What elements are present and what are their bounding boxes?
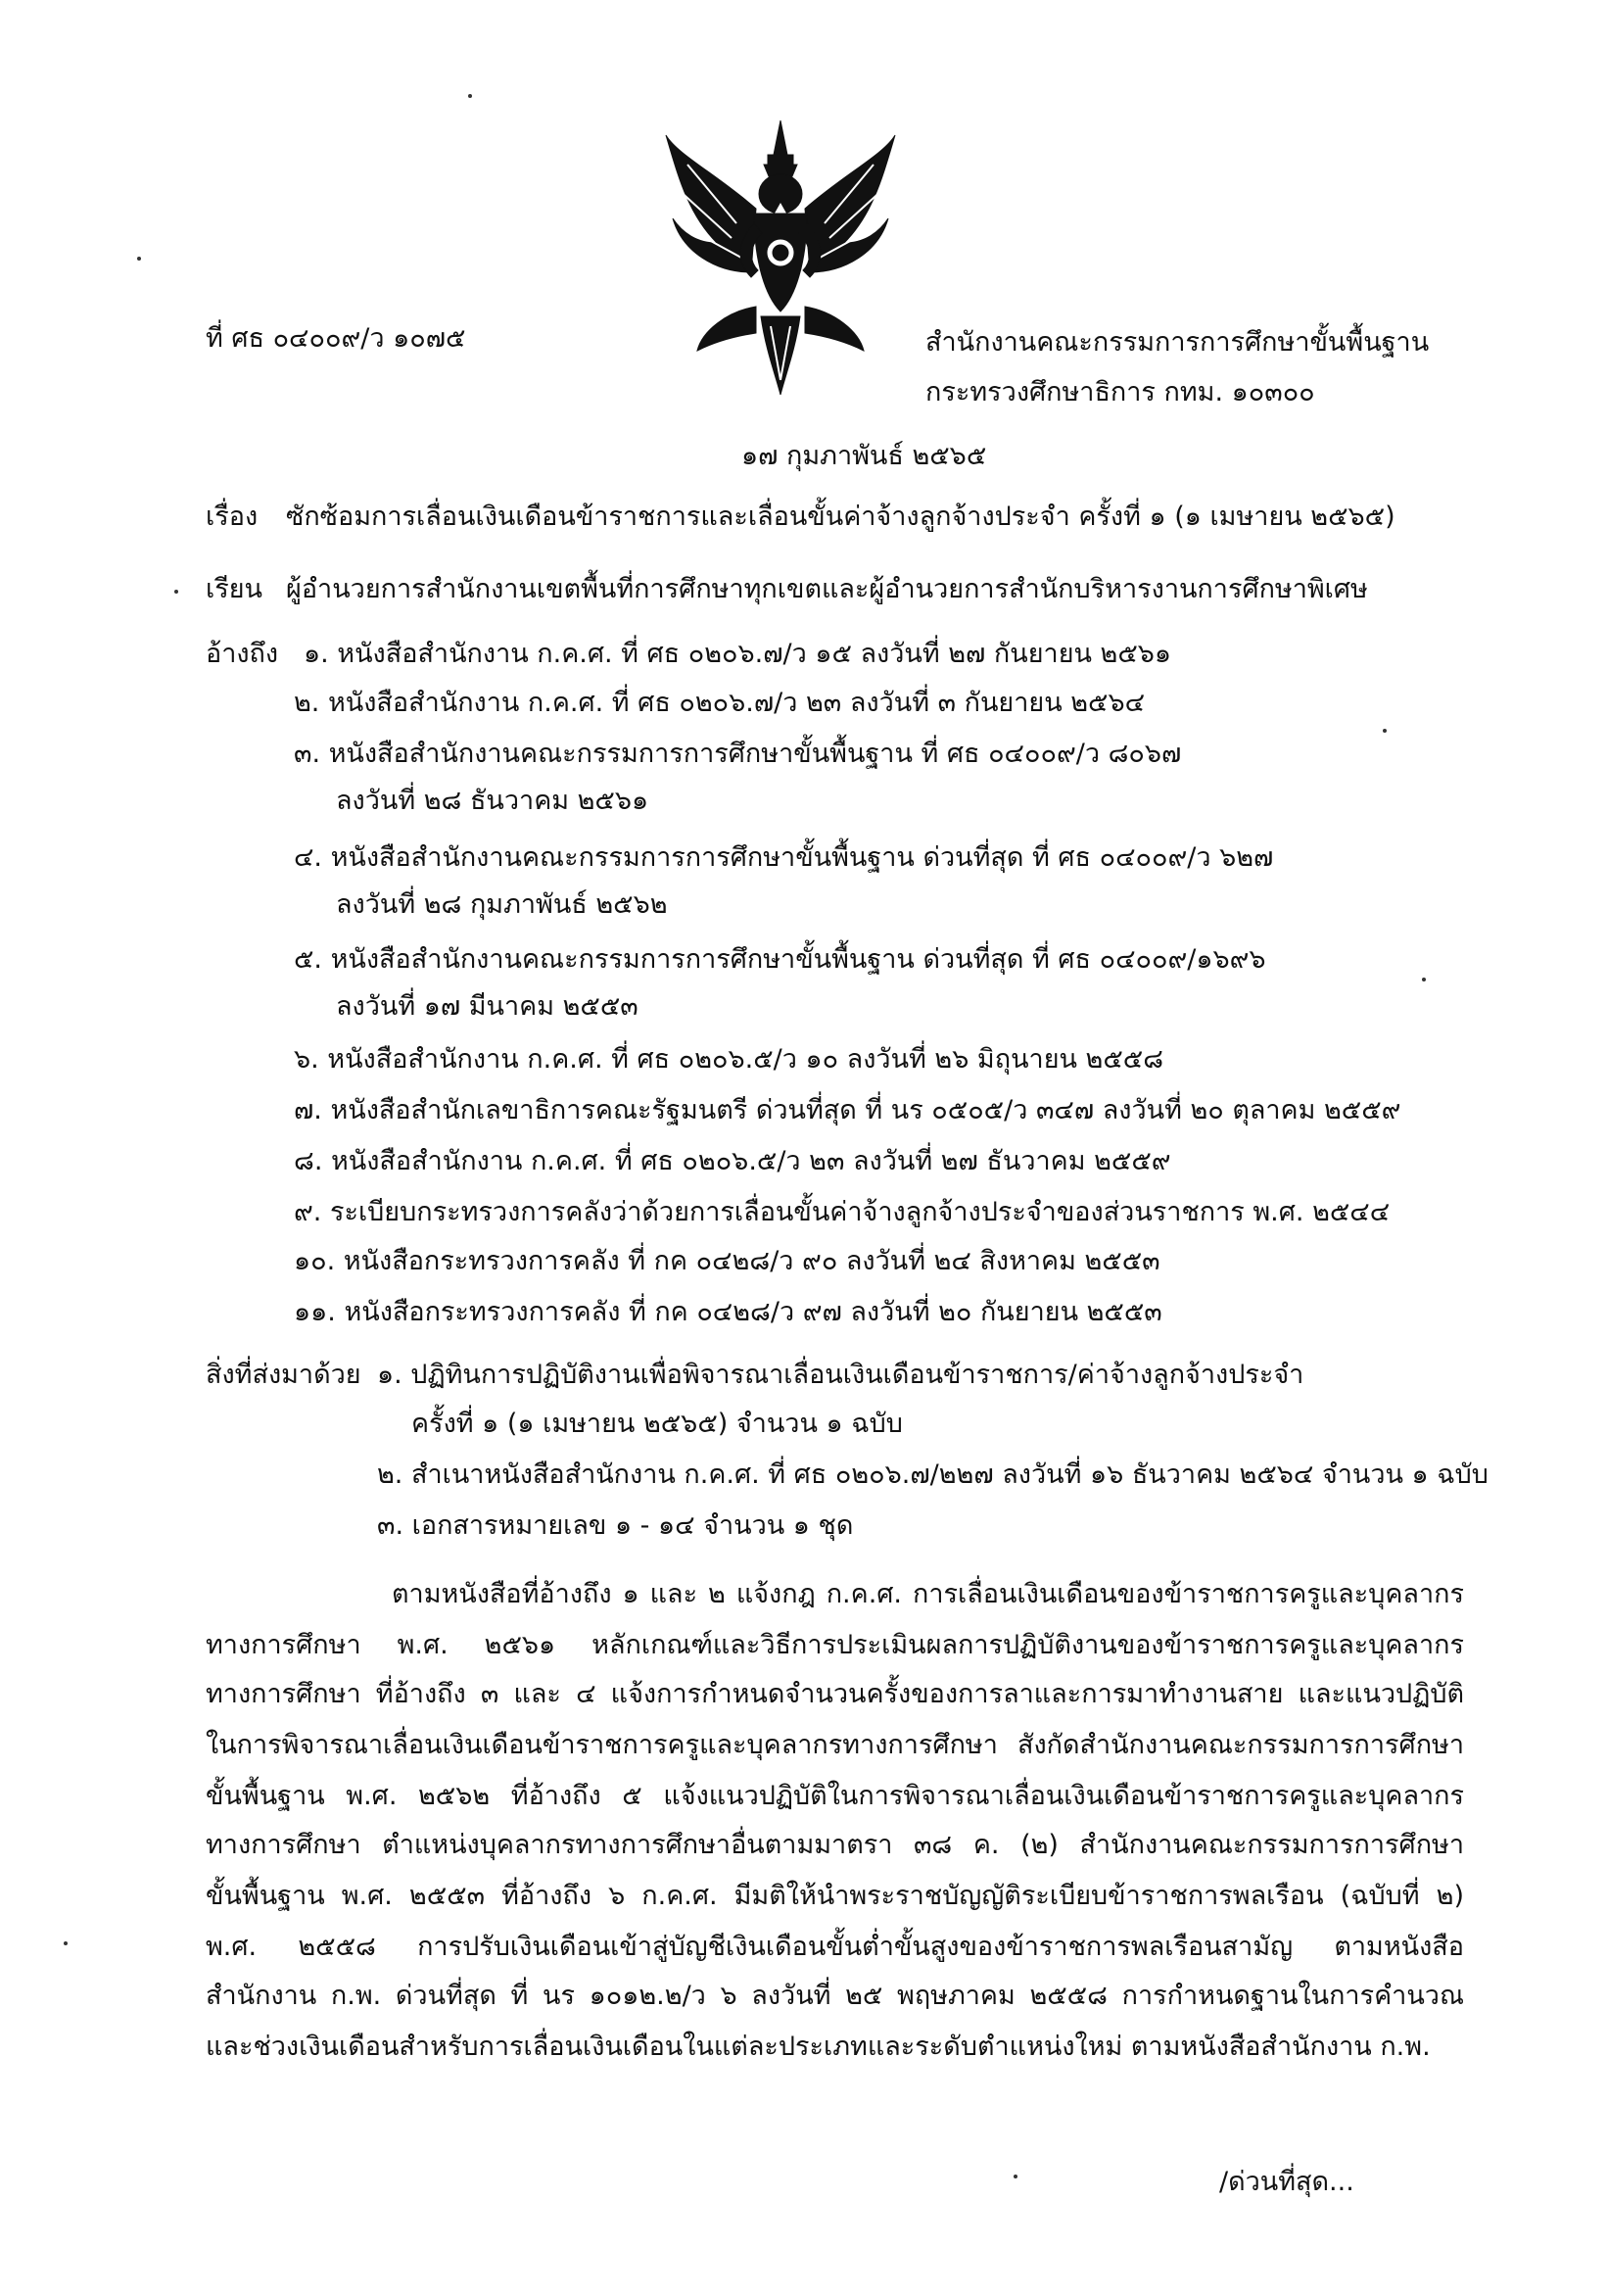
reference-item: ๖. หนังสือสำนักงาน ก.ค.ศ. ที่ ศธ ๐๒๐๖.๕/ว ๑๐ ลงวันที่ ๒๖ มิถุนายน ๒๕๕๘ — [294, 1044, 1164, 1075]
body-line: ในการพิจารณาเลื่อนเงินเดือนข้าราชการครูและบุคลากรทางการศึกษา สังกัดสำนักงานคณะกรรมการการศึกษา — [206, 1730, 1464, 1760]
continuation-marker: /ด่วนที่สุด... — [1219, 2167, 1354, 2197]
reference-item: ๓. หนังสือสำนักงานคณะกรรมการการศึกษาขั้นพื้นฐาน ที่ ศธ ๐๔๐๐๙/ว ๘๐๖๗ — [294, 739, 1182, 769]
scan-speck — [468, 94, 472, 98]
reference-item: ๔. หนังสือสำนักงานคณะกรรมการการศึกษาขั้นพื้นฐาน ด่วนที่สุด ที่ ศธ ๐๔๐๐๙/ว ๖๒๗ — [294, 842, 1274, 873]
subject-label: เรื่อง — [206, 502, 259, 532]
document-number: ที่ ศธ ๐๔๐๐๙/ว ๑๐๗๕ — [206, 323, 466, 354]
reference-item: ๑. หนังสือสำนักงาน ก.ค.ศ. ที่ ศธ ๐๒๐๖.๗/ว ๑๕ ลงวันที่ ๒๗ กันยายน ๒๕๖๑ — [304, 639, 1172, 669]
garuda-emblem-icon — [658, 116, 903, 400]
body-line: ขั้นพื้นฐาน พ.ศ. ๒๕๖๒ ที่อ้างถึง ๕ แจ้งแนวปฏิบัติในการพิจารณาเลื่อนเงินเดือนข้าราชการครูและบุคลากร — [206, 1781, 1464, 1811]
scan-speck — [64, 1941, 68, 1945]
agency-name: สำนักงานคณะกรรมการการศึกษาขั้นพื้นฐาน — [925, 327, 1430, 358]
scan-speck — [174, 590, 178, 594]
reference-item: ๕. หนังสือสำนักงานคณะกรรมการการศึกษาขั้นพื้นฐาน ด่วนที่สุด ที่ ศธ ๐๔๐๐๙/๑๖๙๖ — [294, 944, 1266, 975]
addressee-label: เรียน — [206, 574, 263, 604]
enclosure-item: ๒. สำเนาหนังสือสำนักงาน ก.ค.ศ. ที่ ศธ ๐๒๐๖.๗/๒๒๗ ลงวันที่ ๑๖ ธันวาคม ๒๕๖๔ จำนวน ๑ ฉบับ — [377, 1459, 1489, 1490]
body-line: ตามหนังสือที่อ้างถึง ๑ และ ๒ แจ้งกฎ ก.ค.ศ. การเลื่อนเงินเดือนของข้าราชการครูและบุคลากร — [392, 1579, 1464, 1609]
body-line: และช่วงเงินเดือนสำหรับการเลื่อนเงินเดือนในแต่ละประเภทและระดับตำแหน่งใหม่ ตามหนังสือสำนักงาน ก.พ. — [206, 2032, 1431, 2062]
reference-item: ๑๐. หนังสือกระทรวงการคลัง ที่ กค ๐๔๒๘/ว ๙๐ ลงวันที่ ๒๔ สิงหาคม ๒๕๕๓ — [294, 1246, 1160, 1276]
reference-item: ๑๑. หนังสือกระทรวงการคลัง ที่ กค ๐๔๒๘/ว ๙๗ ลงวันที่ ๒๐ กันยายน ๒๕๕๓ — [294, 1297, 1162, 1327]
enclosures-label: สิ่งที่ส่งมาด้วย — [206, 1360, 361, 1390]
scan-speck — [1422, 978, 1426, 981]
agency-address: กระทรวงศึกษาธิการ กทม. ๑๐๓๐๐ — [925, 377, 1315, 407]
enclosure-item: ๓. เอกสารหมายเลข ๑ - ๑๔ จำนวน ๑ ชุด — [377, 1510, 854, 1541]
reference-item-continued: ลงวันที่ ๒๘ ธันวาคม ๒๕๖๑ — [336, 786, 649, 816]
references-label: อ้างถึง — [206, 639, 279, 669]
reference-item: ๙. ระเบียบกระทรวงการคลังว่าด้วยการเลื่อนขั้นค่าจ้างลูกจ้างประจำของส่วนราชการ พ.ศ. ๒๕๔๔ — [294, 1197, 1391, 1227]
reference-item-continued: ลงวันที่ ๒๘ กุมภาพันธ์ ๒๕๖๒ — [336, 889, 668, 920]
scan-speck — [1014, 2175, 1017, 2178]
scan-speck — [1383, 729, 1387, 733]
body-line: สำนักงาน ก.พ. ด่วนที่สุด ที่ นร ๑๐๑๒.๒/ว ๖ ลงวันที่ ๒๕ พฤษภาคม ๒๕๕๘ การกำหนดฐานในการคำนวณ — [206, 1981, 1464, 2011]
body-line: ทางการศึกษา พ.ศ. ๒๕๖๑ หลักเกณฑ์และวิธีการประเมินผลการปฏิบัติงานของข้าราชการครูและบุคลากร — [206, 1630, 1464, 1660]
document-date: ๑๗ กุมภาพันธ์ ๒๕๖๕ — [741, 441, 987, 471]
body-line: ทางการศึกษา ที่อ้างถึง ๓ และ ๔ แจ้งการกำหนดจำนวนครั้งของการลาและการมาทำงานสาย และแนวปฏิบัติ — [206, 1679, 1464, 1709]
reference-item: ๒. หนังสือสำนักงาน ก.ค.ศ. ที่ ศธ ๐๒๐๖.๗/ว ๒๓ ลงวันที่ ๓ กันยายน ๒๕๖๔ — [294, 688, 1146, 718]
subject-text: ซักซ้อมการเลื่อนเงินเดือนข้าราชการและเลื่อนขั้นค่าจ้างลูกจ้างประจำ ครั้งที่ ๑ (๑ เมษายน ๒๕๖๕) — [286, 502, 1395, 532]
body-line: ทางการศึกษา ตำแหน่งบุคลากรทางการศึกษาอื่นตามมาตรา ๓๘ ค. (๒) สำนักงานคณะกรรมการการศึกษา — [206, 1830, 1464, 1860]
reference-item-continued: ลงวันที่ ๑๗ มีนาคม ๒๕๕๓ — [336, 991, 638, 1022]
enclosure-item-continued: ครั้งที่ ๑ (๑ เมษายน ๒๕๖๕) จำนวน ๑ ฉบับ — [411, 1409, 903, 1439]
body-line: ขั้นพื้นฐาน พ.ศ. ๒๕๕๓ ที่อ้างถึง ๖ ก.ค.ศ. มีมติให้นำพระราชบัญญัติระเบียบข้าราชการพลเรือน (ฉบับที่ ๒) — [206, 1881, 1464, 1911]
reference-item: ๗. หนังสือสำนักเลขาธิการคณะรัฐมนตรี ด่วนที่สุด ที่ นร ๐๕๐๕/ว ๓๔๗ ลงวันที่ ๒๐ ตุลาคม ๒๕๕๙ — [294, 1095, 1401, 1125]
body-line: พ.ศ. ๒๕๕๘ การปรับเงินเดือนเข้าสู่บัญชีเงินเดือนขั้นต่ำขั้นสูงของข้าราชการพลเรือนสามัญ ตามหนังสือ — [206, 1932, 1464, 1962]
addressee-text: ผู้อำนวยการสำนักงานเขตพื้นที่การศึกษาทุกเขตและผู้อำนวยการสำนักบริหารงานการศึกษาพิเศษ — [286, 574, 1368, 604]
enclosure-item: ๑. ปฏิทินการปฏิบัติงานเพื่อพิจารณาเลื่อนเงินเดือนข้าราชการ/ค่าจ้างลูกจ้างประจำ — [377, 1360, 1304, 1390]
reference-item: ๘. หนังสือสำนักงาน ก.ค.ศ. ที่ ศธ ๐๒๐๖.๕/ว ๒๓ ลงวันที่ ๒๗ ธันวาคม ๒๕๕๙ — [294, 1146, 1171, 1176]
scan-speck — [137, 257, 141, 261]
